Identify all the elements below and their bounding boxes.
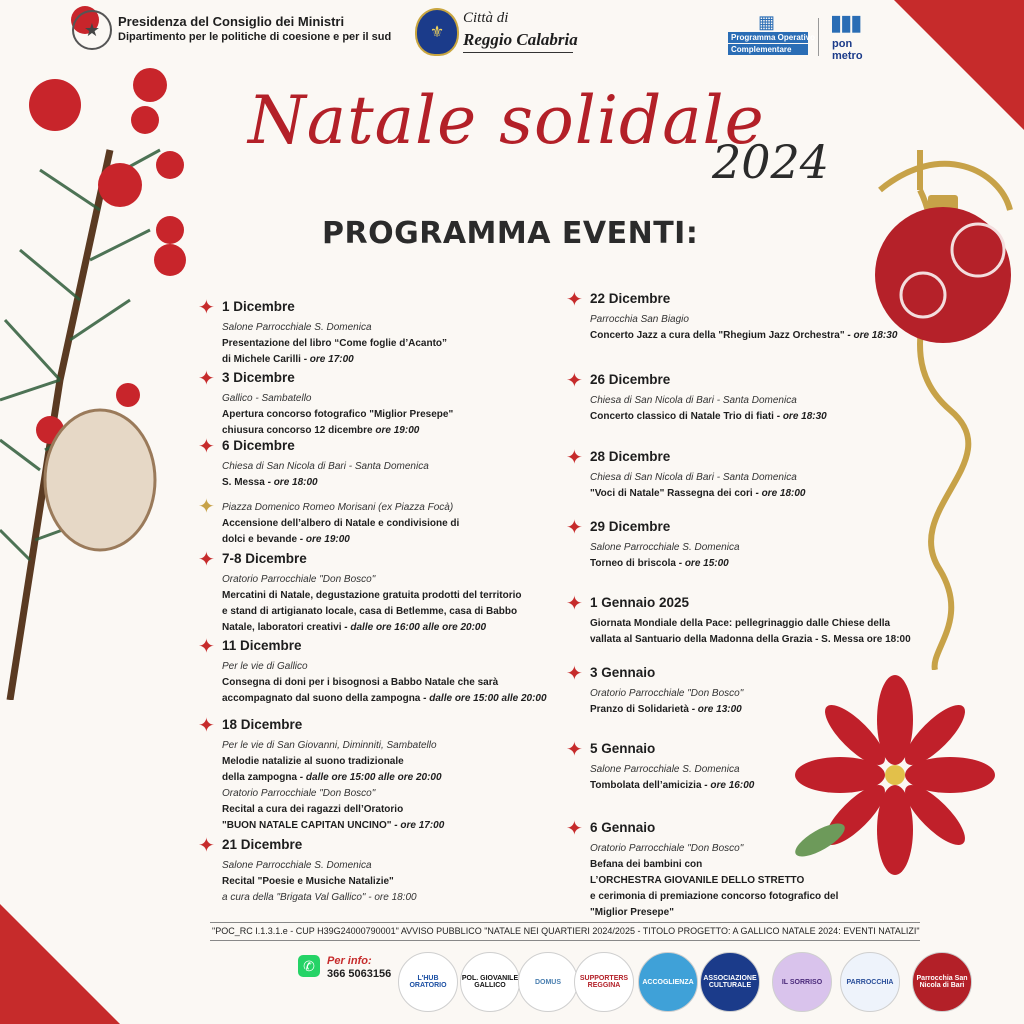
partner-logo: IL SORRISO bbox=[772, 952, 832, 1012]
pon-metro-logo-icon: ▮▮▮ bbox=[830, 10, 861, 35]
event-time: ore 19:00 bbox=[372, 425, 420, 436]
event-details bbox=[590, 616, 930, 648]
star-bullet-icon: ✦ bbox=[198, 835, 215, 857]
event-time: - ore 18:00 bbox=[752, 488, 806, 499]
star-bullet-icon: ✦ bbox=[566, 370, 583, 392]
star-bullet-icon: ✦ bbox=[566, 818, 583, 840]
event-details bbox=[222, 459, 562, 491]
event-description: Concerto classico di Natale Trio di fiati - ore 18:30 bbox=[590, 411, 827, 422]
event-location: Piazza Domenico Romeo Morisani (ex Piazza Focà) bbox=[222, 502, 454, 513]
event-description: e cerimonia di premiazione concorso fotografico del bbox=[590, 891, 839, 902]
partner-logo: DOMUS bbox=[518, 952, 578, 1012]
event-date: 5 Gennaio bbox=[590, 741, 656, 756]
event-date: 29 Dicembre bbox=[590, 519, 671, 534]
event-location: Oratorio Parrocchiale "Don Bosco" bbox=[222, 574, 376, 585]
event-description: della zampogna - dalle ore 15:00 alle ore 20:00 bbox=[222, 772, 442, 783]
event-location: Chiesa di San Nicola di Bari - Santa Domenica bbox=[590, 472, 797, 483]
gov-line1: Presidenza del Consiglio dei Ministri bbox=[118, 14, 345, 29]
event-description: Befana dei bambini con bbox=[590, 859, 703, 870]
page-title: Natale solidale bbox=[248, 82, 765, 159]
star-bullet-icon: ✦ bbox=[198, 436, 215, 458]
event-date: 21 Dicembre bbox=[222, 837, 303, 852]
event-description: Natale, laboratori creativi - dalle ore 16:00 alle ore 20:00 bbox=[222, 622, 487, 633]
event-details bbox=[222, 659, 562, 707]
event-details bbox=[590, 470, 930, 502]
event-date: 1 Dicembre bbox=[222, 299, 295, 314]
star-bullet-icon: ✦ bbox=[198, 368, 215, 390]
city-line2: Reggio Calabria bbox=[463, 30, 578, 49]
poc-line2: Complementare bbox=[728, 44, 808, 55]
event-description: dolci e bevande - ore 19:00 bbox=[222, 534, 350, 545]
event-description: Tombolata dell’amicizia - ore 16:00 bbox=[590, 780, 755, 791]
event-location: Parrocchia San Biagio bbox=[590, 314, 689, 325]
event-location: Salone Parrocchiale S. Domenica bbox=[222, 322, 372, 333]
gov-line2: Dipartimento per le politiche di coesione e per il sud bbox=[118, 31, 392, 43]
corner-decoration-top-right bbox=[894, 0, 1024, 130]
event-details bbox=[222, 738, 562, 834]
event-time: - ore 15:00 bbox=[675, 558, 729, 569]
event-details bbox=[222, 858, 562, 906]
partner-logo: SUPPORTERS REGGINA bbox=[574, 952, 634, 1012]
event-location: Salone Parrocchiale S. Domenica bbox=[590, 764, 740, 775]
event-time: - ore 18:30 bbox=[844, 330, 898, 341]
event-description: "Voci di Natale" Rassegna dei cori - ore 18:00 bbox=[590, 488, 806, 499]
event-details bbox=[222, 391, 562, 439]
star-bullet-icon: ✦ bbox=[566, 739, 583, 761]
event-description: di Michele Carilli - ore 17:00 bbox=[222, 354, 354, 365]
footer-divider-top bbox=[210, 922, 920, 923]
city-line1: Città di bbox=[463, 10, 509, 26]
event-time: - ore 18:30 bbox=[773, 411, 827, 422]
event-date: 28 Dicembre bbox=[590, 449, 671, 464]
event-description: vallata al Santuario della Madonna della Grazia - S. Messa ore 18:00 bbox=[590, 634, 911, 645]
event-location: Per le vie di Gallico bbox=[222, 661, 308, 672]
logo-divider bbox=[818, 18, 819, 56]
star-bullet-icon: ✦ bbox=[198, 715, 215, 737]
event-location: a cura della "Brigata Val Gallico" - ore 18:00 bbox=[222, 892, 417, 903]
star-bullet-icon: ✦ bbox=[566, 663, 583, 685]
star-bullet-icon: ✦ bbox=[566, 593, 583, 615]
event-date: 3 Dicembre bbox=[222, 370, 295, 385]
event-time: - ore 18:00 bbox=[365, 892, 417, 903]
corner-decoration-bottom-left bbox=[0, 904, 120, 1024]
poc-logo bbox=[728, 32, 816, 56]
event-location: Oratorio Parrocchiale "Don Bosco" bbox=[590, 843, 744, 854]
event-date: 18 Dicembre bbox=[222, 717, 303, 732]
event-details bbox=[590, 312, 930, 344]
event-description: Concerto Jazz a cura della "Rhegium Jazz Orchestra" - ore 18:30 bbox=[590, 330, 898, 341]
event-location: Oratorio Parrocchiale "Don Bosco" bbox=[590, 688, 744, 699]
event-time: - ore 18:00 bbox=[264, 477, 318, 488]
program-heading: PROGRAMMA EVENTI: bbox=[322, 216, 699, 251]
event-details bbox=[222, 320, 562, 368]
event-date: 26 Dicembre bbox=[590, 372, 671, 387]
city-coat-of-arms: ⚜ bbox=[415, 8, 459, 56]
event-details bbox=[590, 762, 930, 794]
partner-logo: PARROCCHIA bbox=[840, 952, 900, 1012]
partner-logo: L'HUB ORATORIO bbox=[398, 952, 458, 1012]
star-bullet-icon: ✦ bbox=[566, 517, 583, 539]
event-location: Salone Parrocchiale S. Domenica bbox=[222, 860, 372, 871]
event-time: - ore 17:00 bbox=[300, 354, 354, 365]
event-description: Giornata Mondiale della Pace: pellegrinaggio dalle Chiese della bbox=[590, 618, 891, 629]
event-details bbox=[590, 540, 930, 572]
title-year: 2024 bbox=[712, 135, 830, 189]
event-description: Mercatini di Natale, degustazione gratuita prodotti del territorio bbox=[222, 590, 522, 601]
event-date: 6 Dicembre bbox=[222, 438, 295, 453]
partner-logo: Parrocchia San Nicola di Bari bbox=[912, 952, 972, 1012]
star-bullet-icon: ✦ bbox=[566, 289, 583, 311]
pine-branch-illustration bbox=[0, 0, 210, 700]
italian-republic-emblem: ★ bbox=[72, 10, 112, 50]
event-description: "Miglior Presepe" bbox=[590, 907, 674, 918]
pon-line1: pon bbox=[832, 38, 853, 50]
info-label: Per info: bbox=[327, 955, 372, 967]
event-details bbox=[590, 686, 930, 718]
event-location: Oratorio Parrocchiale "Don Bosco" bbox=[222, 788, 376, 799]
project-reference: "POC_RC I.1.3.1.e - CUP H39G24000790001" AVVISO PUBBLICO "NATALE NEI QUARTIERI 2024/2025 - TITOLO PROGETTO: A GALLICO NATALE 2024: EVENTI NATALIZI" bbox=[212, 926, 920, 936]
event-details bbox=[222, 572, 562, 636]
partner-logo: ACCOGLIENZA bbox=[638, 952, 698, 1012]
event-description: Presentazione del libro “Come foglie d’Acanto” bbox=[222, 338, 448, 349]
star-bullet-icon: ✦ bbox=[198, 496, 215, 518]
whatsapp-icon[interactable]: ✆ bbox=[298, 955, 320, 977]
event-time: - ore 16:00 bbox=[701, 780, 755, 791]
event-date: 7-8 Dicembre bbox=[222, 551, 307, 566]
event-date: 11 Dicembre bbox=[222, 638, 302, 653]
star-bullet-icon: ✦ bbox=[566, 447, 583, 469]
star-bullet-icon: ✦ bbox=[198, 636, 215, 658]
event-description: Melodie natalizie al suono tradizionale bbox=[222, 756, 404, 767]
event-description: Recital "Poesie e Musiche Natalizie" bbox=[222, 876, 394, 887]
event-description: chiusura concorso 12 dicembre ore 19:00 bbox=[222, 425, 420, 436]
event-location: Per le vie di San Giovanni, Diminniti, Sambatello bbox=[222, 740, 437, 751]
partner-logo: POL. GIOVANILE GALLICO bbox=[460, 952, 520, 1012]
event-description: S. Messa - ore 18:00 bbox=[222, 477, 318, 488]
event-details bbox=[222, 500, 562, 548]
poc-logo-icon: ▦ bbox=[758, 12, 776, 32]
event-location: Gallico - Sambatello bbox=[222, 393, 312, 404]
event-description: Pranzo di Solidarietà - ore 13:00 bbox=[590, 704, 742, 715]
partner-logo: ASSOCIAZIONE CULTURALE bbox=[700, 952, 760, 1012]
event-location: Chiesa di San Nicola di Bari - Santa Domenica bbox=[222, 461, 429, 472]
event-description: Recital a cura dei ragazzi dell’Oratorio bbox=[222, 804, 404, 815]
event-description: Consegna di doni per i bisognosi a Babbo Natale che sarà bbox=[222, 677, 499, 688]
event-details bbox=[590, 841, 930, 921]
event-description: L’ORCHESTRA GIOVANILE DELLO STRETTO bbox=[590, 875, 805, 886]
event-description: "BUON NATALE CAPITAN UNCINO" - ore 17:00 bbox=[222, 820, 445, 831]
info-phone[interactable]: 366 5063156 bbox=[327, 968, 392, 980]
star-bullet-icon: ✦ bbox=[198, 549, 215, 571]
footer-divider-bottom bbox=[210, 940, 920, 941]
event-details bbox=[590, 393, 930, 425]
event-date: 1 Gennaio 2025 bbox=[590, 595, 690, 610]
event-time: - dalle ore 15:00 alle 20:00 bbox=[420, 693, 547, 704]
event-time: - dalle ore 15:00 alle ore 20:00 bbox=[297, 772, 442, 783]
event-date: 6 Gennaio bbox=[590, 820, 656, 835]
star-bullet-icon: ✦ bbox=[198, 297, 215, 319]
event-time: - ore 17:00 bbox=[391, 820, 445, 831]
poc-line1: Programma Operativo bbox=[728, 32, 808, 43]
pon-line2: metro bbox=[832, 50, 863, 62]
event-location: Salone Parrocchiale S. Domenica bbox=[590, 542, 740, 553]
event-date: 22 Dicembre bbox=[590, 291, 671, 306]
event-description: accompagnato dal suono della zampogna - dalle ore 15:00 alle 20:00 bbox=[222, 693, 547, 704]
event-description: Accensione dell’albero di Natale e condivisione di bbox=[222, 518, 460, 529]
event-time: - dalle ore 16:00 alle ore 20:00 bbox=[341, 622, 487, 633]
event-date: 3 Gennaio bbox=[590, 665, 656, 680]
event-description: Apertura concorso fotografico "Miglior Presepe" bbox=[222, 409, 454, 420]
event-time: - ore 19:00 bbox=[297, 534, 350, 545]
event-description: Torneo di briscola - ore 15:00 bbox=[590, 558, 729, 569]
event-time: - ore 13:00 bbox=[688, 704, 742, 715]
event-description: e stand di artigianato locale, casa di Betlemme, casa di Babbo bbox=[222, 606, 518, 617]
event-location: Chiesa di San Nicola di Bari - Santa Domenica bbox=[590, 395, 797, 406]
city-underline bbox=[463, 52, 573, 53]
